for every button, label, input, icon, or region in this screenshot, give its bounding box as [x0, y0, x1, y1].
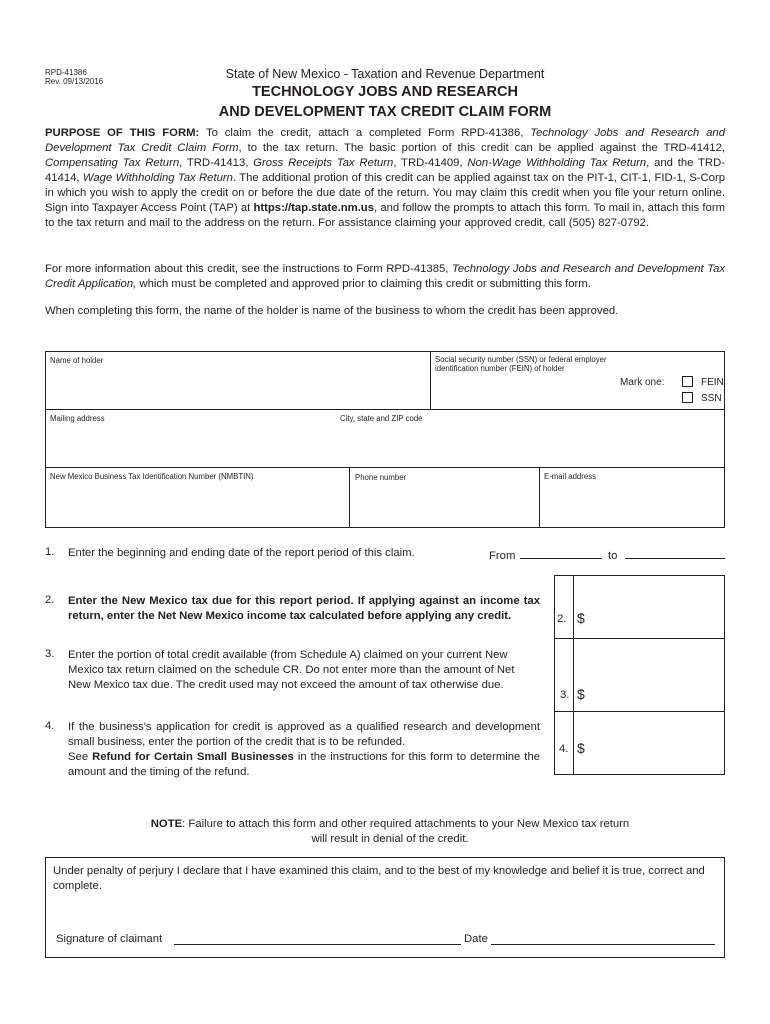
- table-divider: [45, 409, 725, 410]
- holder-note: When completing this form, the name of the holder is name of the business to whom the credit has been approved.: [45, 305, 619, 317]
- line-1-number: 1.: [45, 546, 55, 558]
- line-2-amount-field[interactable]: [588, 600, 722, 634]
- perjury-statement: Under penalty of perjury I declare that I have examined this claim, and to the best of my knowledge and belief it is true, correct and complete.: [53, 865, 705, 892]
- line-4-text-part: in the instructions for this form to determine the amount and the timing of the refund.: [68, 751, 541, 778]
- refund-small-business-reference: Refund for Certain Small Businesses: [92, 751, 294, 763]
- mailing-address-field[interactable]: [46, 424, 336, 466]
- name-of-holder-label: Name of holder: [50, 356, 104, 365]
- department-name: State of New Mexico - Taxation and Revenue Department: [225, 67, 545, 81]
- box-4-dollar: $: [577, 740, 585, 756]
- ssn-fein-field[interactable]: [431, 376, 621, 408]
- purpose-form-name: Gross Receipts Tax Return: [253, 157, 394, 169]
- email-field[interactable]: [540, 482, 724, 527]
- line-4-number: 4.: [45, 720, 55, 732]
- from-label: From: [489, 550, 516, 562]
- more-info-paragraph: [45, 262, 725, 292]
- form-title-line1: TECHNOLOGY JOBS AND RESEARCH: [252, 84, 518, 100]
- city-state-zip-field[interactable]: [340, 424, 724, 466]
- email-label: E-mail address: [544, 472, 596, 481]
- more-info-form-name: Technology Jobs and Research and Development Tax Credit Application,: [45, 263, 725, 290]
- more-info-text: which must be completed and approved prior to claiming this credit or submitting this form.: [136, 278, 591, 290]
- purpose-form-name: Non-Wage Withholding Tax Return: [467, 157, 647, 169]
- box-4-number: 4.: [559, 743, 569, 755]
- box-2-dollar: $: [577, 610, 585, 626]
- ssn-fein-label: Social security number (SSN) or federal employer identification number (FEIN) of holder: [435, 355, 607, 373]
- table-divider: [45, 467, 725, 468]
- ssn-label: SSN: [701, 393, 722, 404]
- note-text: : Failure to attach this form and other required attachments to your New Mexico tax return: [182, 818, 630, 830]
- revision-date: Rev. 09/13/2016: [45, 77, 104, 86]
- line-3-amount-field[interactable]: [588, 676, 722, 708]
- purpose-text: . The additional protion of this credit can be applied against tax on the PIT-1, CIT-1, FID-1, S-Corp in which you wish to apply the credit on or before the due date of the return. You may claim this credit when you file your return online. Sign into Taxpayer Access Point (TAP) at: [45, 172, 725, 214]
- signature-date-field[interactable]: [491, 931, 715, 945]
- line-3-text: Enter the portion of total credit available (from Schedule A) claimed on your current New Mexico tax return claimed on the schedule CR. Do not enter more than the amount of Net New Mexico tax due. The credit used may not exceed the amount of tax otherwise due.: [68, 649, 515, 691]
- ssn-checkbox[interactable]: [682, 392, 693, 403]
- purpose-form-name: Wage Withholding Tax Return: [82, 172, 233, 184]
- box-3-number: 3.: [560, 689, 570, 701]
- line-4-text: [68, 720, 540, 780]
- fein-checkbox[interactable]: [682, 376, 693, 387]
- nmbtin-label: New Mexico Business Tax Identification Number (NMBTIN): [50, 472, 254, 481]
- from-date-field[interactable]: [520, 546, 602, 559]
- note-label: NOTE: [150, 818, 183, 830]
- name-of-holder-field[interactable]: [46, 366, 429, 408]
- purpose-text: To claim the credit, attach a completed Form RPD-41386,: [199, 127, 531, 139]
- mark-one-label: Mark one:: [620, 377, 665, 388]
- line-2-text: Enter the New Mexico tax due for this report period. If applying against an income tax return, enter the Net New Mexico income tax calculated before applying any credit.: [68, 595, 540, 622]
- phone-label: Phone number: [355, 473, 407, 482]
- purpose-heading: PURPOSE OF THIS FORM:: [45, 127, 200, 139]
- signature-field[interactable]: [174, 931, 461, 945]
- line-4-text-part: If the business's application for credit is approved as a qualified research and development small business, enter the portion of the credit that is to be refunded.: [68, 721, 540, 748]
- amount-row-divider: [554, 638, 725, 639]
- purpose-text: , to the tax return. The basic portion of this credit can be applied against the TRD-41412,: [238, 142, 725, 154]
- note-line-2: will result in denial of the credit.: [311, 833, 469, 845]
- tap-url-link[interactable]: https://tap.state.nm.us: [253, 202, 374, 214]
- line-1-text: Enter the beginning and ending date of the report period of this claim.: [68, 547, 415, 559]
- purpose-form-name: Technology Jobs and Research and Development Tax Credit Claim Form: [45, 127, 725, 154]
- line-4-amount-field[interactable]: [588, 730, 722, 772]
- form-id: RPD-41386: [45, 68, 87, 77]
- signature-label: Signature of claimant: [56, 933, 163, 945]
- box-2-number: 2.: [557, 613, 567, 625]
- purpose-text: , TRD-41413,: [179, 157, 254, 169]
- purpose-text: , and the TRD-41414,: [45, 157, 726, 184]
- note-line-1: [0, 817, 770, 832]
- to-label: to: [608, 550, 618, 562]
- phone-field[interactable]: [350, 484, 538, 527]
- line-2-number: 2.: [45, 594, 55, 606]
- box-3-dollar: $: [577, 686, 585, 702]
- city-state-zip-label: City, state and ZIP code: [340, 414, 423, 423]
- fein-label: FEIN: [701, 377, 724, 388]
- date-label: Date: [464, 933, 488, 945]
- nmbtin-field[interactable]: [46, 482, 348, 527]
- line-3-number: 3.: [45, 648, 55, 660]
- purpose-paragraph: [45, 126, 725, 231]
- amount-column-divider: [573, 575, 574, 775]
- mailing-address-label: Mailing address: [50, 414, 105, 423]
- purpose-text: , and follow the prompts to attach this form. To mail in, attach this form to the tax return and mail to the address on the return. For assistance claiming your approved credit, call (505) 827-0792.: [45, 202, 726, 229]
- amount-row-divider: [554, 711, 725, 712]
- to-date-field[interactable]: [625, 546, 725, 559]
- purpose-text: , TRD-41409,: [393, 157, 468, 169]
- line-4-text-part: See: [68, 751, 93, 763]
- form-title-line2: AND DEVELOPMENT TAX CREDIT CLAIM FORM: [218, 104, 552, 120]
- purpose-form-name: Compensating Tax Return: [45, 157, 180, 169]
- more-info-text: For more information about this credit, see the instructions to Form RPD-41385,: [45, 263, 452, 275]
